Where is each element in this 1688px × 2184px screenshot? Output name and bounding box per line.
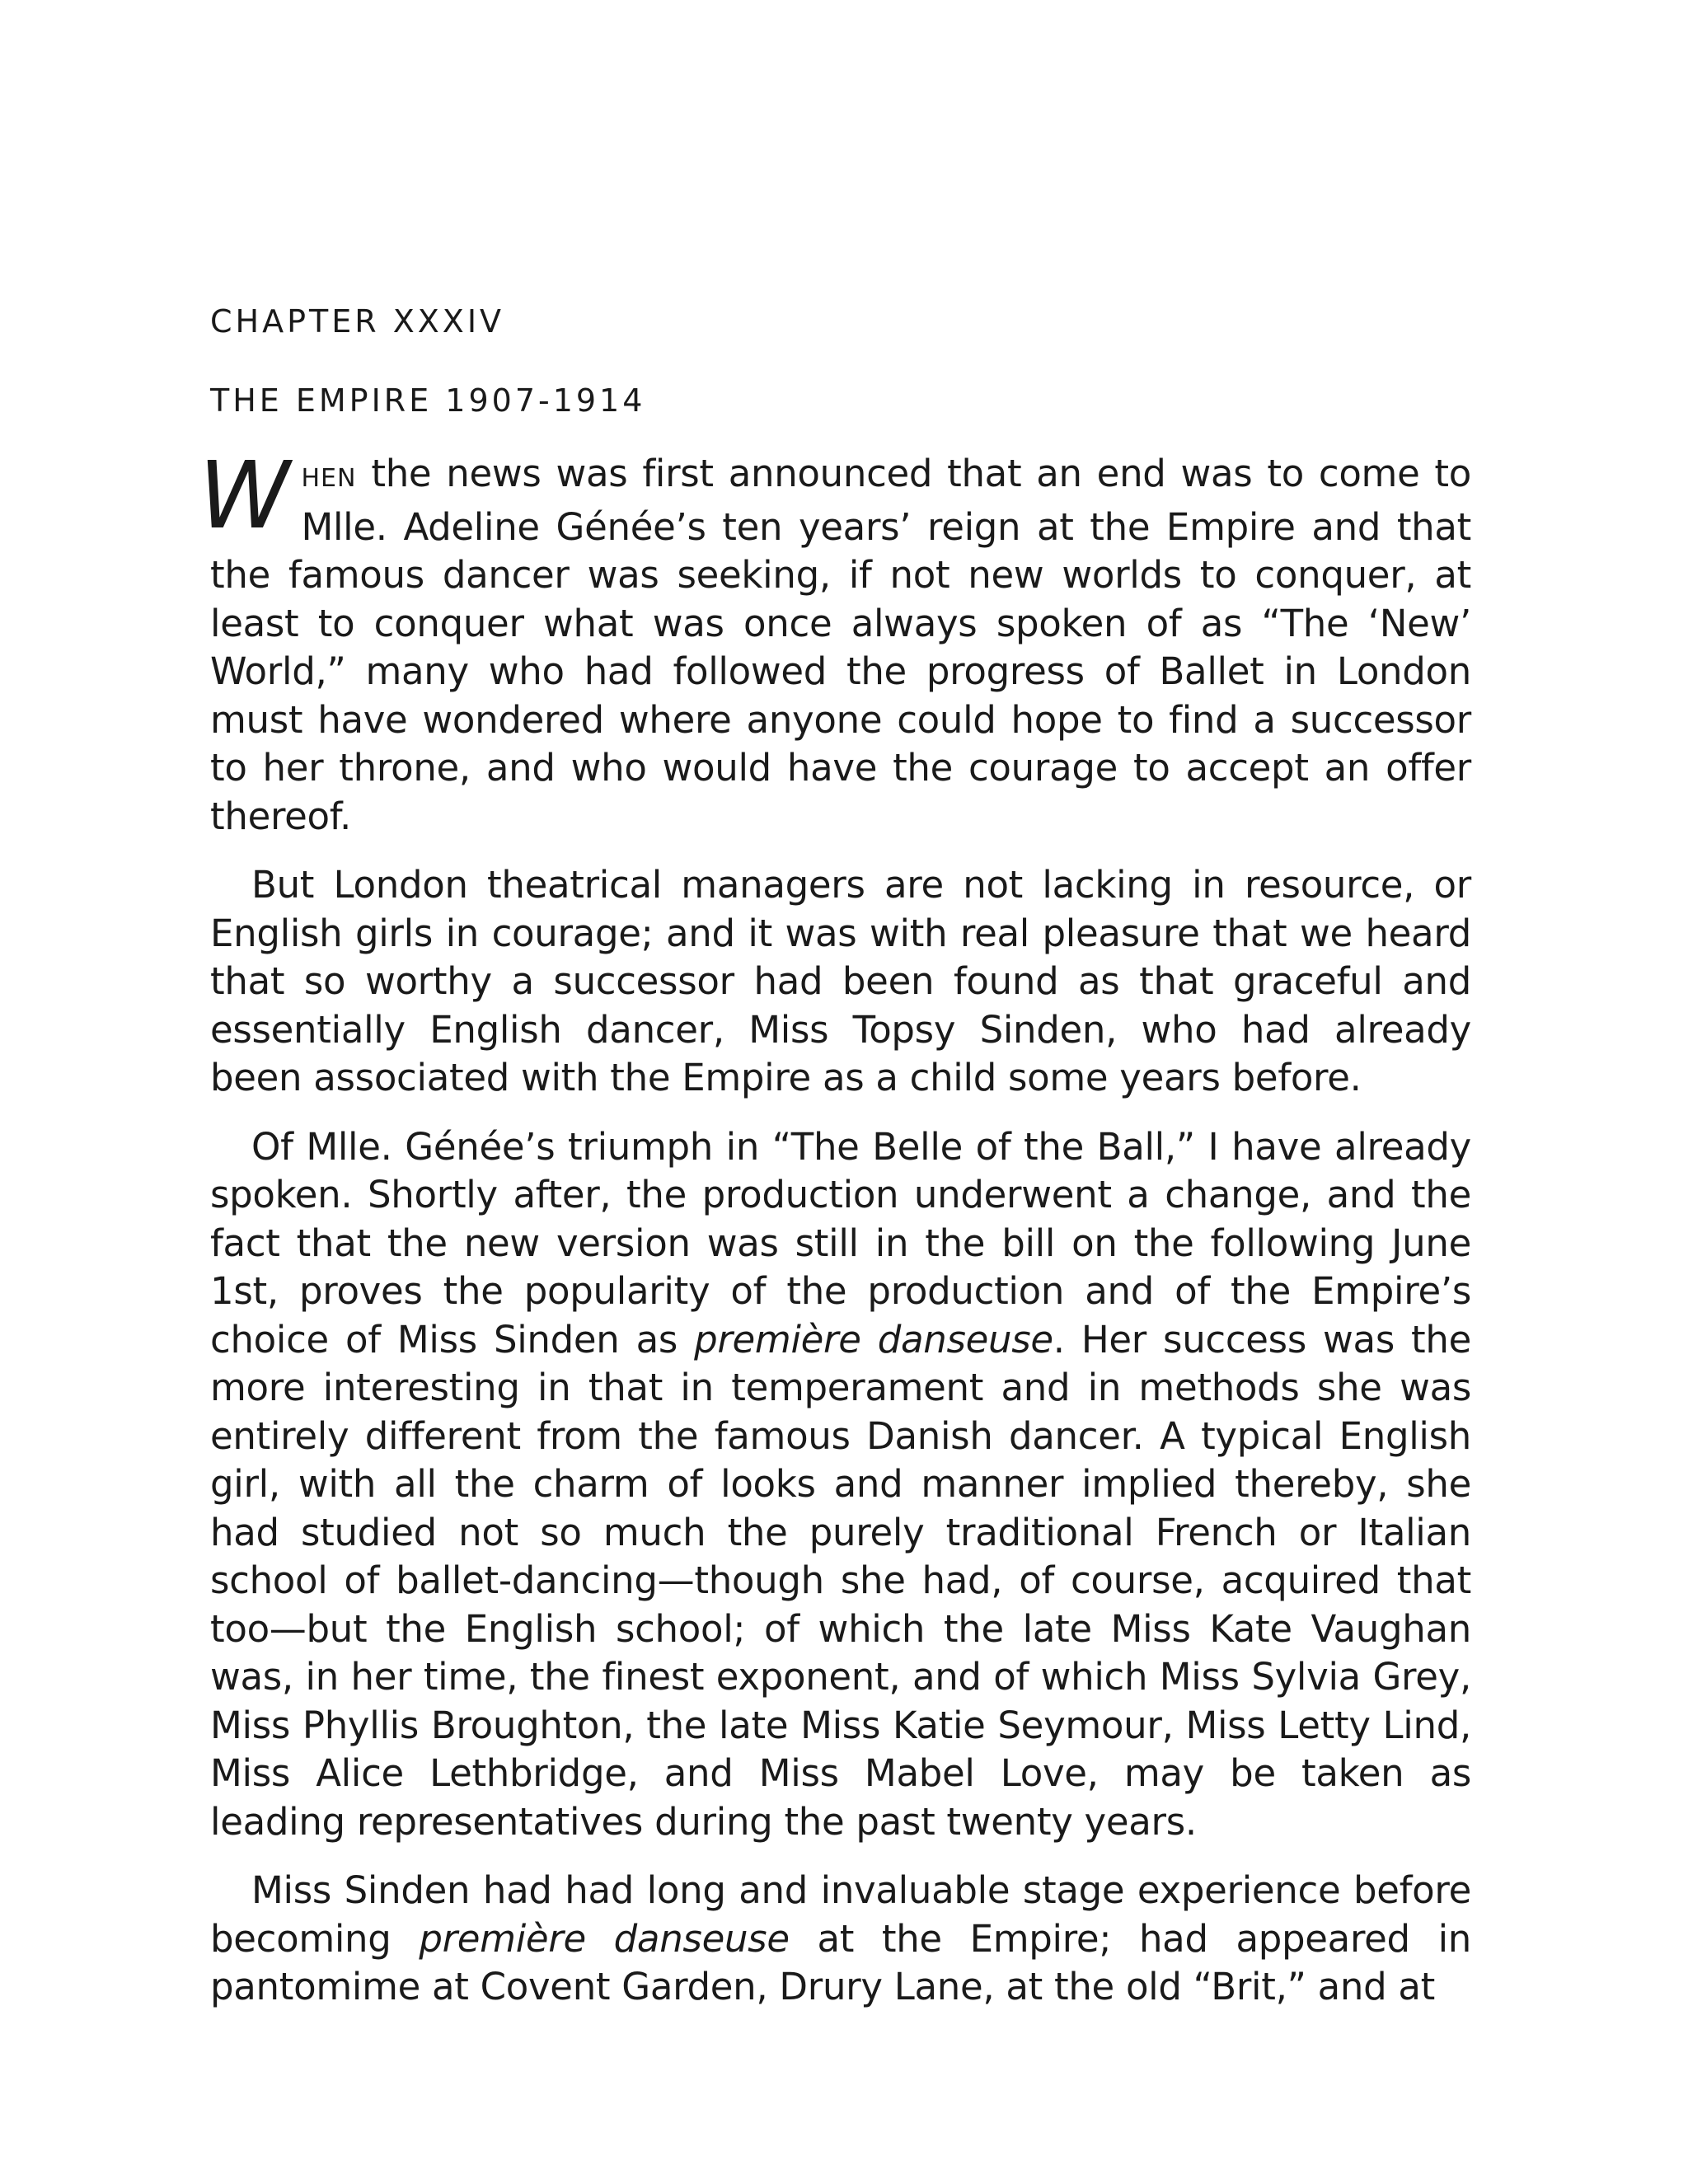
paragraph-3	[210, 1123, 1471, 1847]
paragraph-4	[210, 1867, 1471, 2012]
paragraph-4-text-before: Miss Sinden had had long and invaluable stage experience before becoming	[210, 1868, 1471, 1961]
paragraph-1-lead: HEN	[301, 464, 357, 493]
paragraph-4-italic: première danseuse	[419, 1916, 790, 1961]
paragraph-3-text-before: Of Mlle. Génée’s triumph in “The Belle of the Ball,” I have already spoken. Shortly after, the production underwent a change, and the fact that the new version was still in the bill on the following June 1st, proves the popularity of the production and of the Empire’s choice of Miss Sinden as	[210, 1124, 1471, 1361]
drop-cap: W	[199, 443, 290, 550]
paragraph-1-text: the news was first announced that an end was to come to Mlle. Adeline Génée’s ten years’ reign at the Empire and that the famous dancer was seeking, if not new worlds to conquer, at least to conquer what was once always spoken of as “The ‘New’ World,” many who had followed the progress of Ballet in London must have wondered where anyone could hope to find a successor to her throne, and who would have the courage to accept an offer thereof.	[210, 452, 1471, 838]
paragraph-4-text-after: at the Empire; had appeared in pantomime at Covent Garden, Drury Lane, at the old “Brit,” and at	[210, 1916, 1471, 2008]
paragraph-3-text-after: . Her success was the more interesting in that in temperament and in methods she was entirely different from the famous Danish dancer. A typical English girl, with all the charm of looks and manner implied thereby, she had studied not so much the purely traditional French or Italian school of ballet-dancing—though she had, of course, acquired that too—but the English school; of which the late Miss Kate Vaughan was, in her time, the finest exponent, and of which Miss Sylvia Grey, Miss Phyllis Broughton, the late Miss Katie Seymour, Miss Letty Lind, Miss Alice Lethbridge, and Miss Mabel Love, may be taken as leading representatives during the past twenty years.	[210, 1317, 1471, 1844]
paragraph-1	[199, 443, 1471, 841]
chapter-label: CHAPTER XXXIV	[210, 303, 505, 340]
paragraph-2-text: But London theatrical managers are not lacking in resource, or English girls in courage; and it was with real pleasure that we heard that so worthy a successor had been found as that graceful and essentially English dancer, Miss Topsy Sinden, who had already been associated with the Empire as a child some years before.	[210, 863, 1471, 1099]
paragraph-2	[210, 861, 1471, 1103]
book-page	[199, 297, 1471, 2012]
chapter-title: THE EMPIRE 1907-1914	[210, 382, 646, 419]
paragraph-3-italic: première danseuse	[694, 1317, 1053, 1361]
